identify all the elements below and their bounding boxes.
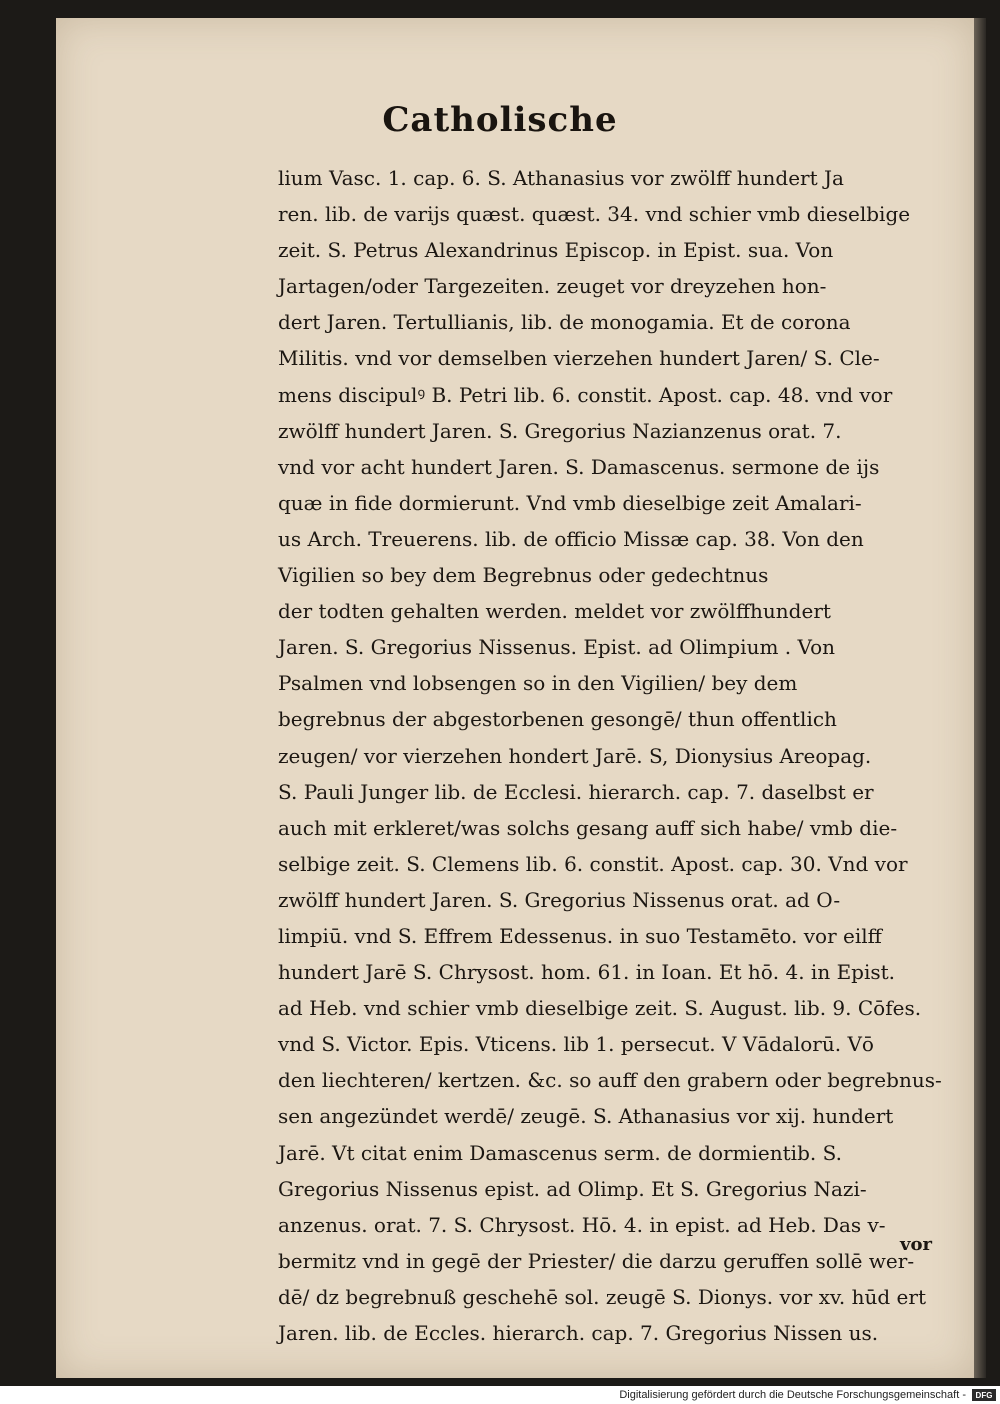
text-line: auch mit erkleret/was solchs gesang auff sich habe/ vmb die-: [278, 815, 898, 840]
text-line: us Arch. Treuerens. lib. de officio Missæ cap. 38. Von den: [278, 526, 864, 551]
text-line: lium Vasc. 1. cap. 6. S. Athanasius vor zwölff hundert Ja: [278, 166, 844, 190]
text-line: ad Heb. vnd schier vmb dieselbige zeit. S. August. lib. 9. Cōfes.: [278, 996, 922, 1021]
text-line: Psalmen vnd lobsengen so in den Vigilien/ bey dem: [278, 671, 798, 696]
text-line: Gregorius Nissenus epist. ad Olimp. Et S. Gregorius Nazi-: [278, 1176, 867, 1201]
text-line: dē/ dz begrebnuß geschehē sol. zeugē S. Dionys. vor xv. hūd ert: [278, 1284, 926, 1309]
text-line: begrebnus der abgestorbenen gesongē/ thun offentlich: [278, 707, 837, 732]
text-line: bermitz vnd in gegē der Priester/ die darzu geruffen sollē wer-: [278, 1248, 915, 1273]
text-line: vnd vor acht hundert Jaren. S. Damascenus. sermone de ijs: [278, 454, 880, 479]
text-line: Jaren. lib. de Eccles. hierarch. cap. 7. Gregorius Nissen us.: [278, 1321, 879, 1345]
text-line: sen angezündet werdē/ zeugē. S. Athanasius vor xij. hundert: [278, 1104, 894, 1129]
text-line: zwölff hundert Jaren. S. Gregorius Nazianzenus orat. 7.: [278, 418, 842, 443]
text-line: ren. lib. de varijs quæst. quæst. 34. vnd schier vmb dieselbige: [278, 202, 911, 227]
text-line: selbige zeit. S. Clemens lib. 6. constit. Apost. cap. 30. Vnd vor: [278, 851, 908, 876]
page-gutter: [974, 18, 986, 1378]
text-line: Vigilien so bey dem Begrebnus oder gedechtnus: [278, 563, 769, 588]
text-line: limpiū. vnd S. Effrem Edessenus. in suo Testamēto. vor eilff: [278, 923, 882, 948]
text-line: den liechteren/ kertzen. &c. so auff den grabern oder begrebnus-: [278, 1068, 942, 1093]
catchword: vor: [900, 1234, 932, 1255]
text-line: Jartagen/oder Targezeiten. zeuget vor dreyzehen hon-: [278, 274, 827, 299]
digitization-credit: Digitalisierung gefördert durch die Deutsche Forschungsgemeinschaft -: [619, 1389, 966, 1401]
dfg-logo: DFG: [972, 1389, 996, 1401]
text-line: der todten gehalten werden. meldet vor zwölffhundert: [278, 599, 831, 624]
text-line: zwölff hundert Jaren. S. Gregorius Nissenus orat. ad O-: [278, 887, 841, 912]
text-line: Jarē. Vt citat enim Damascenus serm. de dormientib. S.: [278, 1140, 842, 1165]
body-text: [278, 160, 968, 1351]
text-line: zeit. S. Petrus Alexandrinus Episcop. in Epist. sua. Von: [278, 238, 834, 263]
text-line: Jaren. S. Gregorius Nissenus. Epist. ad Olimpium . Von: [278, 635, 836, 660]
text-line: mens discipulꝰ B. Petri lib. 6. constit. Apost. cap. 48. vnd vor: [278, 382, 893, 407]
text-line: vnd S. Victor. Epis. Vticens. lib 1. persecut. V Vādalorū. Vō: [278, 1032, 874, 1057]
text-line: Militis. vnd vor demselben vierzehen hundert Jaren/ S. Cle-: [278, 346, 880, 371]
text-line: zeugen/ vor vierzehen hondert Jarē. S, Dionysius Areopag.: [278, 743, 872, 768]
text-line: quæ in fide dormierunt. Vnd vmb dieselbige zeit Amalari-: [278, 490, 862, 515]
text-line: anzenus. orat. 7. S. Chrysost. Hō. 4. in epist. ad Heb. Das v-: [278, 1212, 886, 1237]
text-line: dert Jaren. Tertullianis, lib. de monogamia. Et de corona: [278, 310, 851, 335]
text-line: S. Pauli Junger lib. de Ecclesi. hierarch. cap. 7. daselbst er: [278, 779, 874, 804]
footer-bar: [0, 1386, 1000, 1404]
running-head: Catholische: [382, 100, 618, 140]
text-line: hundert Jarē S. Chrysost. hom. 61. in Ioan. Et hō. 4. in Epist.: [278, 960, 896, 985]
